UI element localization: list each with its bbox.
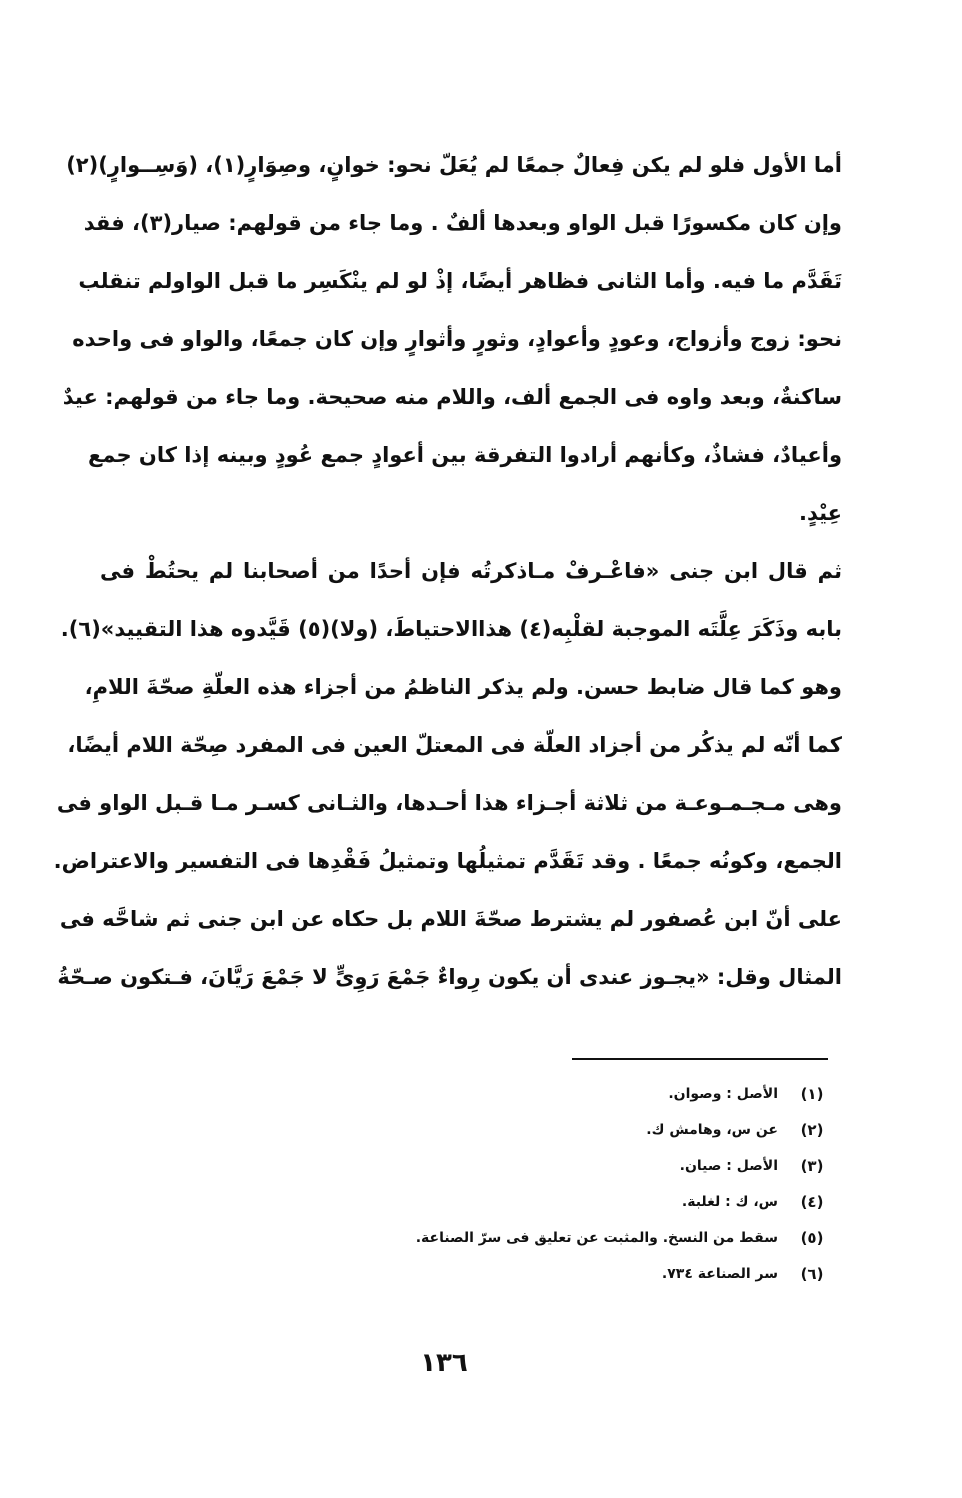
footnote-number: (٤) <box>800 1193 824 1211</box>
footnote-text: الأصل : صيان. <box>679 1158 778 1174</box>
text-line: أما الأول فلو لم يكن فِعالٌ جمعًا لم يُعَلّ نحو: خوانٍ، وصِوَارٍ(١)، (وَسِــوارٍ)(٢) <box>66 153 842 177</box>
text-line: عِيْدٍ. <box>798 501 842 525</box>
footnote-number: (٥) <box>800 1229 824 1247</box>
text-line: بابه وذَكَرَ عِلَّتَه الموجبة لقلْبِه(٤) هذاالاحتياطَ، (ولا)(٥) قَيَّدوه هذا التقييد»(٦). <box>60 617 842 641</box>
text-line: المثال وقل: «يجـوز عندى أن يكون رِواءٌ جَمْعَ رَوِىٍّ لا جَمْعَ رَيَّانَ، فـتكون صـحّةُ <box>57 965 842 989</box>
text-line: الجمع، وكونُه جمعًا . وقد تَقَدَّم تمثيلُها وتمثيلُ فَقْدِها فى التفسير والاعتراض. <box>53 849 842 873</box>
footnote-item <box>300 1220 832 1256</box>
text-line: وهو كما قال ضابط حسن. ولم يذكر الناظمُ من أجزاء هذه العلّةِ صحّةَ اللامِ، <box>84 675 842 699</box>
footnote-item <box>300 1076 832 1112</box>
text-line: ثم قال ابن جنى «فاعْـرفْ مـاذكرتُه فإن أحدًا من أصحابنا لم يحتُطْ فى <box>100 559 842 583</box>
footnote-item <box>300 1256 832 1292</box>
footnote-number: (١) <box>800 1085 824 1103</box>
footnote-text: س، ك : لغلبة. <box>681 1194 778 1210</box>
footnote-text: الأصل : وصوان. <box>668 1086 778 1102</box>
footnote-text: سر الصناعة ٧٣٤. <box>661 1266 778 1282</box>
text-line: وإن كان مكسورًا قبل الواو وبعدها ألفٌ . وما جاء من قولهم: صيار(٣)، فقد <box>83 211 842 235</box>
text-line: كما أنّه لم يذكُر من أجزاد العلّة فى المعتلّ العين فى المفرد صِحّة اللام أيضًا، <box>67 733 842 757</box>
text-line: على أنّ ابن عُصفور لم يشترط صحّةَ اللام بل حكاه عن ابن جنى ثم شاحَّه فى <box>59 907 842 931</box>
footnote-item <box>300 1112 832 1148</box>
footnote-separator <box>572 1058 828 1060</box>
footnote-text: عن س، وهامش ك. <box>646 1122 778 1138</box>
text-line: ساكنةٌ، وبعد واوه فى الجمع ألف، واللام منه صحيحة. وما جاء من قولهم: عيدٌ <box>62 385 842 409</box>
footnote-number: (٢) <box>800 1121 824 1139</box>
footnotes <box>300 1076 832 1292</box>
footnote-item <box>300 1184 832 1220</box>
page-number: ١٣٦ <box>420 1348 468 1378</box>
text-line: نحو: زوج وأزواج، وعودٍ وأعوادٍ، وثورٍ وأثوارٍ وإن كان جمعًا، والواو فى واحده <box>72 327 842 351</box>
footnote-number: (٣) <box>800 1157 824 1175</box>
text-line: وأعيادٌ، فشاذٌ، وكأنهم أرادوا التفرقة بين أعوادٍ جمع عُودٍ وبينه إذا كان جمع <box>88 443 842 467</box>
text-line: وهى مـجـمـوعـة من ثلاثة أجـزاء هذا أحـدها، والثـانى كسـر مـا قـبل الواو فى <box>56 791 842 815</box>
text-line: تَقَدَّم ما فيه. وأما الثانى فظاهر أيضًا، إذْ لو لم ينْكَسِر ما قبل الواولم تنقلب <box>78 269 842 293</box>
footnote-item <box>300 1148 832 1184</box>
footnote-number: (٦) <box>800 1265 824 1283</box>
footnote-text: سقط من النسخ. والمثبت عن تعليق فى سرّ الصناعة. <box>415 1230 778 1246</box>
main-text <box>53 136 842 1006</box>
